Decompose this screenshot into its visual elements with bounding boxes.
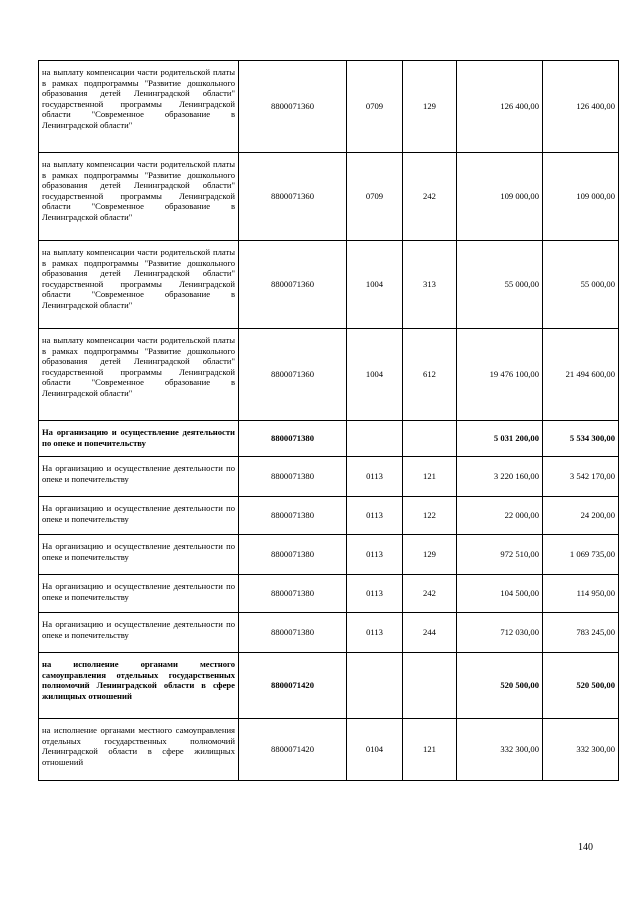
row-target-code: 8800071380 bbox=[239, 497, 347, 535]
row-description: на выплату компенсации части родительской платы в рамках подпрограммы "Развитие дошкольного образования детей Ленинградской области" государственной программы Ленинградской области "Современное образование в Ленинградской области" bbox=[39, 329, 239, 421]
row-amount-year2: 1 069 735,00 bbox=[543, 535, 619, 575]
row-amount-year1: 104 500,00 bbox=[457, 575, 543, 613]
table-row bbox=[39, 613, 619, 653]
table-row bbox=[39, 61, 619, 153]
row-expense-type: 313 bbox=[403, 241, 457, 329]
row-target-code: 8800071420 bbox=[239, 719, 347, 781]
row-section-code bbox=[347, 421, 403, 457]
table-body bbox=[39, 61, 619, 781]
row-expense-type bbox=[403, 421, 457, 457]
row-section-code: 0113 bbox=[347, 613, 403, 653]
row-section-code: 0113 bbox=[347, 457, 403, 497]
row-target-code: 8800071380 bbox=[239, 613, 347, 653]
row-amount-year1: 19 476 100,00 bbox=[457, 329, 543, 421]
row-amount-year2: 5 534 300,00 bbox=[543, 421, 619, 457]
row-amount-year1: 109 000,00 bbox=[457, 153, 543, 241]
row-section-code: 0104 bbox=[347, 719, 403, 781]
row-amount-year1: 3 220 160,00 bbox=[457, 457, 543, 497]
row-amount-year1: 22 000,00 bbox=[457, 497, 543, 535]
row-expense-type: 121 bbox=[403, 719, 457, 781]
row-amount-year2: 21 494 600,00 bbox=[543, 329, 619, 421]
row-target-code: 8800071380 bbox=[239, 575, 347, 613]
table-row bbox=[39, 457, 619, 497]
row-amount-year2: 55 000,00 bbox=[543, 241, 619, 329]
row-target-code: 8800071360 bbox=[239, 61, 347, 153]
row-target-code: 8800071360 bbox=[239, 241, 347, 329]
table-row bbox=[39, 653, 619, 719]
row-target-code: 8800071360 bbox=[239, 153, 347, 241]
row-expense-type bbox=[403, 653, 457, 719]
row-amount-year2: 126 400,00 bbox=[543, 61, 619, 153]
row-target-code: 8800071380 bbox=[239, 457, 347, 497]
row-amount-year2: 114 950,00 bbox=[543, 575, 619, 613]
table-row bbox=[39, 329, 619, 421]
row-amount-year1: 332 300,00 bbox=[457, 719, 543, 781]
row-amount-year1: 712 030,00 bbox=[457, 613, 543, 653]
table-row bbox=[39, 575, 619, 613]
row-description: На организацию и осуществление деятельности по опеке и попечительству bbox=[39, 497, 239, 535]
row-expense-type: 129 bbox=[403, 535, 457, 575]
row-amount-year2: 332 300,00 bbox=[543, 719, 619, 781]
row-description: На организацию и осуществление деятельности по опеке и попечительству bbox=[39, 535, 239, 575]
row-description: на исполнение органами местного самоуправления отдельных государственных полномочий Ленинградской области в сфере жилищных отношений bbox=[39, 719, 239, 781]
row-expense-type: 129 bbox=[403, 61, 457, 153]
row-description: на выплату компенсации части родительской платы в рамках подпрограммы "Развитие дошкольного образования детей Ленинградской области" государственной программы Ленинградской области "Современное образование в Ленинградской области" bbox=[39, 241, 239, 329]
row-amount-year1: 5 031 200,00 bbox=[457, 421, 543, 457]
table-row bbox=[39, 421, 619, 457]
table-row bbox=[39, 535, 619, 575]
row-description: на исполнение органами местного самоуправления отдельных государственных полномочий Ленинградской области в сфере жилищных отношений bbox=[39, 653, 239, 719]
table-row bbox=[39, 241, 619, 329]
row-expense-type: 242 bbox=[403, 575, 457, 613]
table-row bbox=[39, 153, 619, 241]
row-expense-type: 244 bbox=[403, 613, 457, 653]
row-description: На организацию и осуществление деятельности по опеке и попечительству bbox=[39, 421, 239, 457]
row-section-code: 0113 bbox=[347, 497, 403, 535]
row-amount-year2: 520 500,00 bbox=[543, 653, 619, 719]
row-target-code: 8800071360 bbox=[239, 329, 347, 421]
budget-table bbox=[38, 60, 619, 781]
row-expense-type: 122 bbox=[403, 497, 457, 535]
row-amount-year2: 783 245,00 bbox=[543, 613, 619, 653]
row-section-code: 0113 bbox=[347, 575, 403, 613]
row-amount-year1: 55 000,00 bbox=[457, 241, 543, 329]
row-expense-type: 612 bbox=[403, 329, 457, 421]
row-section-code: 1004 bbox=[347, 329, 403, 421]
row-amount-year1: 126 400,00 bbox=[457, 61, 543, 153]
row-section-code bbox=[347, 653, 403, 719]
row-expense-type: 242 bbox=[403, 153, 457, 241]
row-expense-type: 121 bbox=[403, 457, 457, 497]
row-target-code: 8800071380 bbox=[239, 535, 347, 575]
row-section-code: 0113 bbox=[347, 535, 403, 575]
row-description: на выплату компенсации части родительской платы в рамках подпрограммы "Развитие дошкольного образования детей Ленинградской области" государственной программы Ленинградской области "Современное образование в Ленинградской области" bbox=[39, 61, 239, 153]
row-section-code: 0709 bbox=[347, 153, 403, 241]
row-amount-year1: 972 510,00 bbox=[457, 535, 543, 575]
row-target-code: 8800071380 bbox=[239, 421, 347, 457]
row-amount-year2: 109 000,00 bbox=[543, 153, 619, 241]
table-row bbox=[39, 497, 619, 535]
row-section-code: 0709 bbox=[347, 61, 403, 153]
page-number: 140 bbox=[578, 842, 593, 853]
row-target-code: 8800071420 bbox=[239, 653, 347, 719]
row-description: На организацию и осуществление деятельности по опеке и попечительству bbox=[39, 575, 239, 613]
row-amount-year1: 520 500,00 bbox=[457, 653, 543, 719]
row-description: На организацию и осуществление деятельности по опеке и попечительству bbox=[39, 457, 239, 497]
table-row bbox=[39, 719, 619, 781]
row-amount-year2: 3 542 170,00 bbox=[543, 457, 619, 497]
row-section-code: 1004 bbox=[347, 241, 403, 329]
row-description: На организацию и осуществление деятельности по опеке и попечительству bbox=[39, 613, 239, 653]
row-amount-year2: 24 200,00 bbox=[543, 497, 619, 535]
row-description: на выплату компенсации части родительской платы в рамках подпрограммы "Развитие дошкольного образования детей Ленинградской области" государственной программы Ленинградской области "Современное образование в Ленинградской области" bbox=[39, 153, 239, 241]
